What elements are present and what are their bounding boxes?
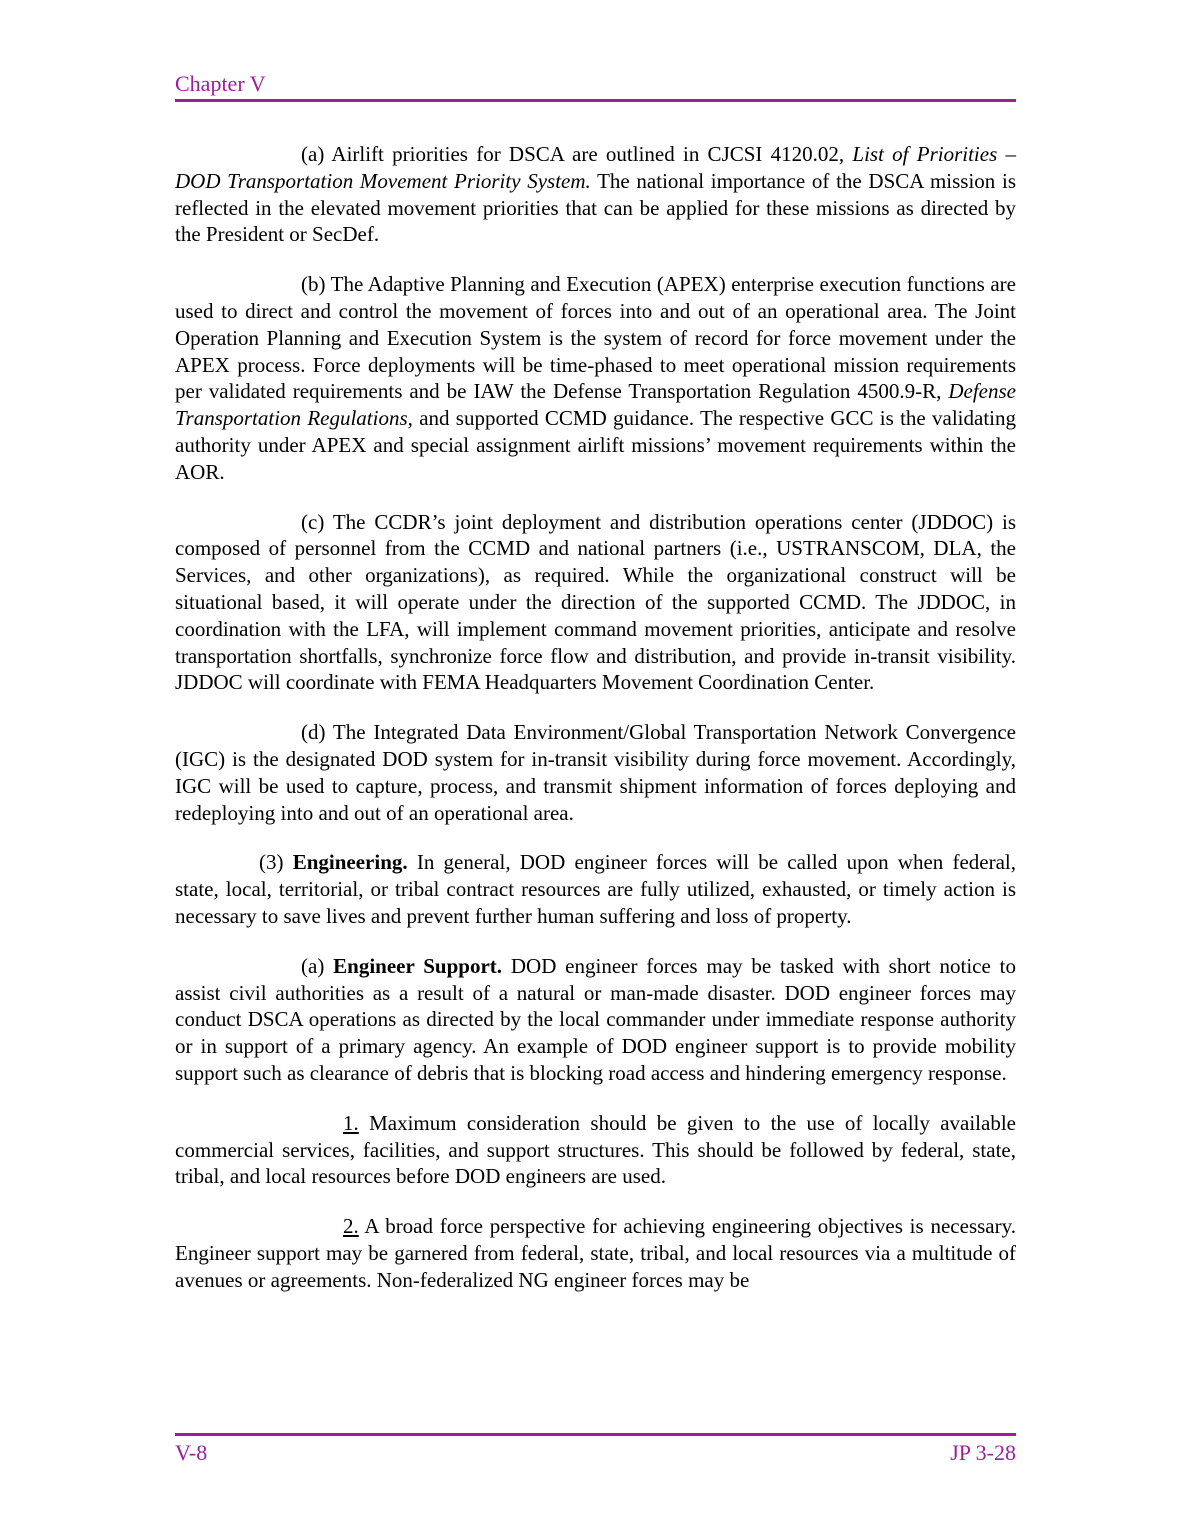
document-title: Defense Transportation Regulations, bbox=[175, 379, 1016, 431]
paragraph-text: DOD engineer forces may be tasked with short notice to assist civil authorities as a result of a natural or man-made disaster. DOD engineer forces may conduct DSCA operations as directed by the local commander under immediate response authority or in support of a primary agency. An example of DOD engineer support is to provide mobility support such as clearance of debris that is blocking road access and hindering emergency response. bbox=[175, 953, 1016, 1085]
paragraph-text: The national importance of the DSCA mission is reflected in the elevated movement priorities that can be applied for these missions as directed by the President or SecDef. bbox=[175, 168, 1016, 247]
section-heading: Engineer Support. bbox=[333, 953, 503, 978]
header-rule bbox=[175, 99, 1016, 102]
paragraph-airlift-priorities bbox=[175, 141, 1016, 248]
publication-id: JP 3-28 bbox=[950, 1440, 1016, 1465]
chapter-header: Chapter V bbox=[175, 71, 266, 96]
paragraph-label: (d) bbox=[301, 720, 326, 745]
paragraph-text: Airlift priorities for DSCA are outlined in CJCSI 4120.02, bbox=[331, 142, 853, 166]
paragraph-text: Maximum consideration should be given to the use of locally available commercial services, facilities, and support structures. This should be followed by federal, state, tribal, and local resources before DOD engineers are used. bbox=[175, 1110, 1016, 1189]
paragraph-igc bbox=[175, 719, 1016, 826]
paragraph-label: (a) bbox=[301, 953, 325, 978]
paragraph-label: (c) bbox=[301, 509, 325, 534]
paragraph-text: The Integrated Data Environment/Global Transportation Network Convergence (IGC) is the designated DOD system for in-transit visibility during force movement. Accordingly, IGC will be used to capture, process, and transmit shipment information of forces deploying and redeploying into and out of an operational area. bbox=[175, 720, 1016, 825]
page-number: V-8 bbox=[175, 1440, 208, 1465]
paragraph-text: In general, DOD engineer forces will be called upon when federal, state, local, territorial, or tribal contract resources are fully utilized, exhausted, or timely action is necessary to save lives and prevent further human suffering and loss of property. bbox=[175, 850, 1017, 928]
item-number: 1. bbox=[343, 1110, 359, 1135]
paragraph-engineer-support bbox=[175, 953, 1016, 1087]
paragraph-text: A broad force perspective for achieving engineering objectives is necessary. Engineer support may be garnered from federal, state, tribal, and local resources via a multitude of avenues or agreements. Non-federalized NG engineer forces may be bbox=[175, 1214, 1016, 1292]
paragraph-item-2 bbox=[175, 1213, 1016, 1293]
paragraph-label: (b) bbox=[301, 272, 326, 297]
paragraph-label: (a) bbox=[301, 142, 325, 166]
paragraph-item-1 bbox=[175, 1110, 1016, 1190]
page-body bbox=[175, 141, 1016, 1316]
document-title: List of Priorities – DOD Transportation Movement Priority System. bbox=[175, 142, 1016, 193]
paragraph-text: The CCDR’s joint deployment and distribution operations center (JDDOC) is composed of personnel from the CCMD and national partners (i.e., USTRANSCOM, DLA, the Services, and other organizations), as required. While the organizational construct will be situational based, it will operate under the direction of the supported CCMD. The JDDOC, in coordination with the LFA, will implement command movement priorities, anticipate and resolve transportation shortfalls, synchronize force flow and distribution, and provide in-transit visibility. JDDOC will coordinate with FEMA Headquarters Movement Coordination Center. bbox=[175, 509, 1016, 695]
paragraph-text: The Adaptive Planning and Execution (APEX) enterprise execution functions are used to direct and control the movement of forces into and out of an operational area. The Joint Operation Planning and Execution System is the system of record for force movement under the APEX process. Force deployments will be time-phased to meet operational mission requirements per validated requirements and be IAW the Defense Transportation Regulation 4500.9-R, bbox=[175, 272, 1016, 404]
item-number: 2. bbox=[343, 1214, 359, 1239]
paragraph-label: (3) bbox=[259, 850, 284, 875]
paragraph-text: and supported CCMD guidance. The respective GCC is the validating authority under APEX and special assignment airlift missions’ movement requirements within the AOR. bbox=[175, 406, 1016, 484]
paragraph-engineering bbox=[175, 849, 1016, 929]
paragraph-jddoc bbox=[175, 509, 1016, 697]
section-heading: Engineering. bbox=[292, 850, 408, 875]
paragraph-apex bbox=[175, 271, 1016, 485]
footer-rule bbox=[175, 1433, 1016, 1436]
